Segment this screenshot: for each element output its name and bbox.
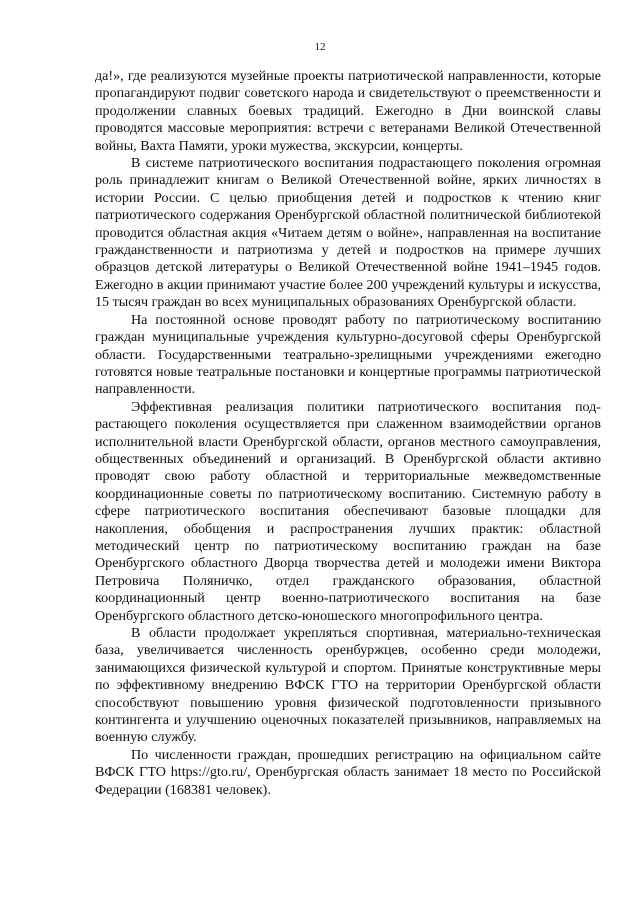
paragraph-sports-base: В области продолжает укрепляться спортивная, материально-техническая база, увеличивается численность оренбуржцев, особенно среди молодежи, занимающихся физической культурой и спортом. Принятые конструктивные меры по эффективному внедрению ВФСК ГТО на территории Оренбургской области способствуют повышению уровня физической подготовленности призывного контингента и улучшению оценочных показателей призывников, направляемых на военную службу. — [95, 625, 601, 746]
paragraph-coordination-councils: Эффективная реализация политики патриотического воспитания подрастающего поколения осуществляется при слаженном взаимодействии органов исполнительной власти Оренбургской области, органов местного самоуправления, общественных объединений и организаций. В Оренбургской области активно проводят свою работу областной и территориальные межведомственные координационные советы по патриотическому воспитанию. Системную работу в сфере патриотического воспитания обеспечивают базовые площадки для накопления, обобщения и распространения лучших практик: областной методический центр по патриотическому воспитанию граждан на базе Оренбургского областного Дворца творчества детей и молодежи имени Виктора Петровича Поляничко, отдел гражданского образования, областной координационный центр военно-патриотического воспитания на базе Оренбургского областного детско-юношеского многопрофильного центра. — [95, 398, 601, 624]
paragraph-museum-projects: да!», где реализуются музейные проекты патриотической направленности, которые пропагандируют подвиг советского народа и свидетельствуют о преемственности и продолжении славных боевых традиций. Ежегодно в Дни воинской славы проводятся массовые мероприятия: встречи с ветеранами Великой Отечественной войны, Вахта Памяти, уроки мужества, экскурсии, концерты. — [95, 68, 601, 154]
document-body — [95, 68, 601, 799]
paragraph-gto-registration: По численности граждан, прошедших регистрацию на официальном сайте ВФСК ГТО https://gto.ru/, Оренбургская область занимает 18 место по Российской Федерации (168381 человек). — [95, 746, 601, 798]
page-number: 12 — [314, 41, 326, 53]
paragraph-cultural-institutions: На постоянной основе проводят работу по патриотическому воспитанию граждан муниципальные учреждения культурно-досуговой сферы Оренбургской области. Государственными театрально-зрелищными учреждениями ежегодно готовятся новые театральные постановки и концертные программы патриотической направленности. — [95, 311, 601, 398]
paragraph-books-campaign: В системе патриотического воспитания подрастающего поколения огромная роль принадлежит книгам о Великой Отечественной войне, ярких личностях в истории России. С целью приобщения детей и подростков к чтению книг патриотического содержания Оренбургской областной политнической библиотекой проводится областная акция «Читаем детям о войне», направленная на воспитание гражданственности и патриотизма у детей и подростков на примере лучших образцов детской литературы о Великой Отечественной войне 1941–1945 годов. Ежегодно в акции принимают участие более 200 учреждений культуры и искусства, 15 тысяч граждан во всех муниципальных образованиях Оренбургской области. — [95, 155, 601, 311]
